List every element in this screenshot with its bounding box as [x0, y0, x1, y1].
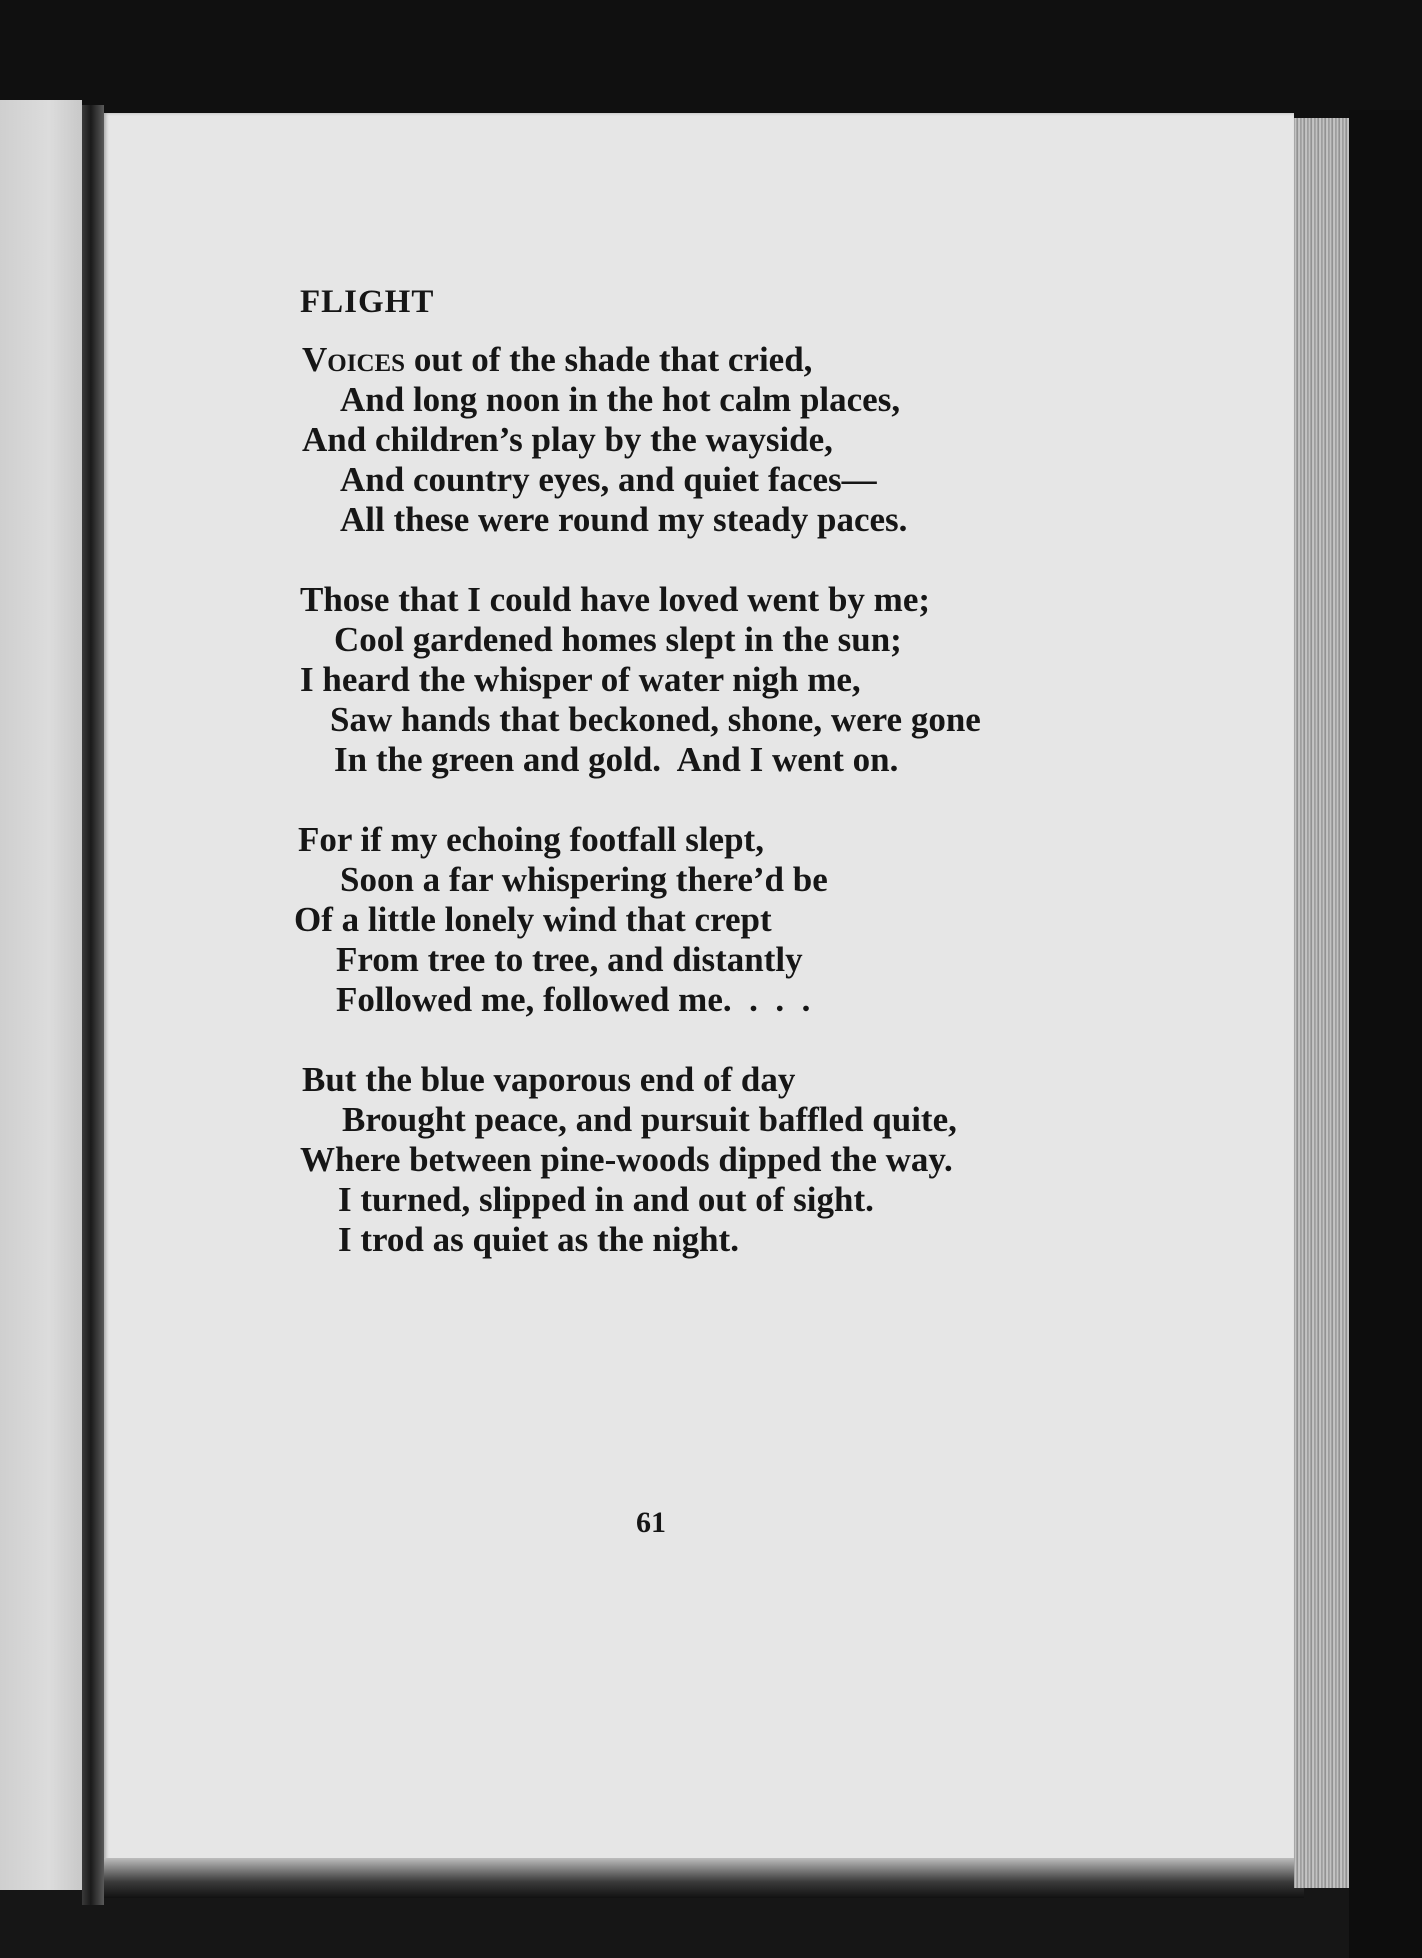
poem-line: Followed me, followed me. . . . — [336, 980, 811, 1019]
poem-line: And children’s play by the wayside, — [302, 420, 833, 459]
poem-line: Brought peace, and pursuit baffled quite, — [342, 1100, 957, 1139]
poem-line: All these were round my steady paces. — [340, 500, 908, 539]
poem-line-lead: Voices — [302, 340, 406, 379]
poem-line: Where between pine-woods dipped the way. — [300, 1140, 953, 1179]
poem-line: Of a little lonely wind that crept — [294, 900, 772, 939]
poem-line: I turned, slipped in and out of sight. — [338, 1180, 874, 1219]
poem-line: Saw hands that beckoned, shone, were gone — [330, 700, 981, 739]
poem-line: In the green and gold. And I went on. — [334, 740, 899, 779]
poem-line: I trod as quiet as the night. — [338, 1220, 739, 1259]
poem-line: I heard the whisper of water nigh me, — [300, 660, 861, 699]
poem-line-text: out of the shade that cried, — [405, 340, 813, 379]
page-number: 61 — [636, 1506, 666, 1539]
poem-line: Those that I could have loved went by me; — [300, 580, 931, 619]
poem-line: And country eyes, and quiet faces— — [340, 460, 877, 499]
poem-line: Cool gardened homes slept in the sun; — [334, 620, 902, 659]
book-gutter — [82, 105, 104, 1905]
poem-line: But the blue vaporous end of day — [302, 1060, 796, 1099]
poem-line: And long noon in the hot calm places, — [340, 380, 901, 419]
poem-line: Soon a far whispering there’d be — [340, 860, 828, 899]
poem-line — [302, 340, 812, 380]
previous-page-edge — [0, 100, 82, 1890]
poem-title: FLIGHT — [300, 284, 435, 320]
page-leaves-edge — [1294, 118, 1349, 1888]
scan-background-right — [1349, 110, 1422, 1958]
poem-line: For if my echoing footfall slept, — [298, 820, 764, 859]
page-bottom-shadow — [104, 1858, 1304, 1898]
poem-line: From tree to tree, and distantly — [336, 940, 803, 979]
